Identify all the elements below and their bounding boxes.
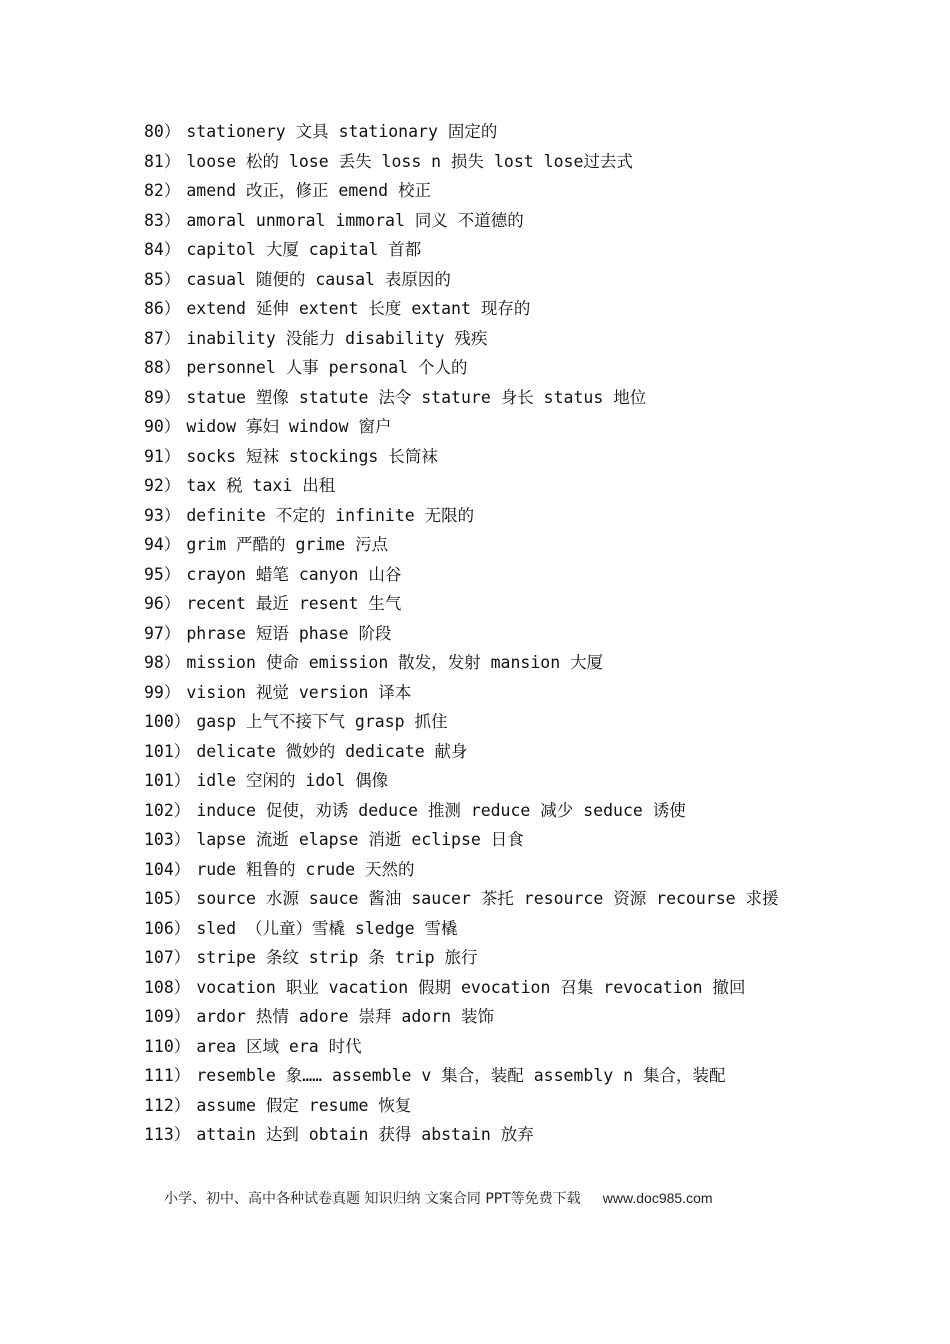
entry-text: delicate 微妙的 dedicate 献身 [196,741,468,761]
list-item [144,442,804,472]
entry-text: capitol 大厦 capital 首都 [186,240,422,259]
entry-number: 108） [144,977,191,997]
entry-number: 101） [144,771,191,790]
entry-text: socks 短袜 stockings 长筒袜 [186,446,438,466]
entry-text: idle 空闲的 idol 偶像 [196,771,389,790]
entry-text: rude 粗鲁的 crude 天然的 [196,859,415,879]
list-item [144,471,804,501]
list-item [144,796,804,826]
entry-text: lapse 流逝 elapse 消逝 eclipse 日食 [196,830,524,849]
entry-text: casual 随便的 causal 表原因的 [186,269,451,289]
entry-number: 90） [144,417,181,436]
entry-text: amend 改正，修正 emend 校正 [186,181,432,200]
entry-text: ardor 热情 adore 崇拜 adorn 装饰 [196,1007,494,1026]
list-item [144,825,804,855]
entry-number: 113） [144,1125,191,1144]
entry-text: grim 严酷的 grime 污点 [186,535,389,554]
entry-number: 110） [144,1036,191,1056]
entry-number: 96） [144,594,181,613]
entry-number: 104） [144,859,191,879]
list-item [144,707,804,737]
list-item [144,294,804,324]
entry-number: 95） [144,564,181,584]
list-item [144,530,804,560]
list-item [144,884,804,914]
entry-text: inability 没能力 disability 残疾 [186,328,488,348]
entry-number: 87） [144,328,181,348]
list-item [144,383,804,413]
entry-number: 81） [144,151,181,171]
list-item [144,324,804,354]
list-item [144,914,804,944]
list-item [144,235,804,265]
list-item [144,1061,804,1091]
list-item [144,1002,804,1032]
entry-number: 98） [144,653,181,672]
entry-number: 89） [144,387,181,407]
entry-text: resemble 象…… assemble v 集合，装配 assembly n 集合，装配 [196,1066,726,1085]
entry-number: 103） [144,830,191,849]
entry-number: 83） [144,210,181,230]
entry-number: 111） [144,1066,191,1085]
entry-text: assume 假定 resume 恢复 [196,1095,412,1115]
entry-text: recent 最近 resent 生气 [186,594,402,613]
entry-text: definite 不定的 infinite 无限的 [186,505,475,525]
entry-text: stripe 条纹 strip 条 trip 旅行 [196,948,478,967]
footer-text: 小学、初中、高中各种试卷真题 知识归纳 文案合同 PPT等免费下载 [164,1191,581,1207]
entry-text: personnel 人事 personal 个人的 [186,358,468,377]
entry-text: sled （儿童）雪橇 sledge 雪橇 [196,918,458,938]
list-item [144,353,804,383]
entry-text: crayon 蜡笔 canyon 山谷 [186,564,402,584]
list-item [144,117,804,147]
entry-number: 93） [144,505,181,525]
list-item [144,766,804,796]
entry-text: attain 达到 obtain 获得 abstain 放弃 [196,1125,534,1144]
entry-number: 86） [144,299,181,318]
entry-number: 85） [144,269,181,289]
entry-number: 109） [144,1007,191,1026]
entry-number: 99） [144,682,181,702]
list-item [144,648,804,678]
entry-number: 97） [144,623,181,643]
entry-text: mission 使命 emission 散发，发射 mansion 大厦 [186,653,604,672]
footer-url: www.doc985.com [602,1190,713,1206]
entry-text: widow 寡妇 window 窗户 [186,417,392,436]
entry-number: 91） [144,446,181,466]
entry-number: 94） [144,535,181,554]
entry-number: 106） [144,918,191,938]
list-item [144,855,804,885]
entry-number: 112） [144,1095,191,1115]
entry-number: 92） [144,476,181,495]
list-item [144,973,804,1003]
entry-text: amoral unmoral immoral 同义 不道德的 [186,210,524,230]
list-item [144,265,804,295]
entry-number: 82） [144,181,181,200]
entry-text: statue 塑像 statute 法令 stature 身长 status 地位 [186,387,647,407]
list-item [144,1120,804,1150]
list-item [144,501,804,531]
list-item [144,589,804,619]
list-item [144,1091,804,1121]
entry-number: 107） [144,948,191,967]
list-item [144,176,804,206]
entry-number: 100） [144,712,191,731]
entry-text: vocation 职业 vacation 假期 evocation 召集 revocation 撤回 [196,977,746,997]
entry-text: area 区域 era 时代 [196,1036,362,1056]
list-item [144,147,804,177]
list-item [144,1032,804,1062]
vocabulary-list [144,117,804,1150]
entry-number: 105） [144,889,191,908]
page-footer [164,1188,804,1208]
entry-text: source 水源 sauce 酱油 saucer 茶托 resource 资源 recourse 求援 [196,889,779,908]
entry-text: tax 税 taxi 出租 [186,476,336,495]
entry-number: 88） [144,358,181,377]
list-item [144,619,804,649]
entry-text: gasp 上气不接下气 grasp 抓住 [196,712,448,731]
entry-number: 102） [144,800,191,820]
list-item [144,737,804,767]
entry-number: 101） [144,741,191,761]
list-item [144,206,804,236]
list-item [144,560,804,590]
entry-number: 84） [144,240,181,259]
entry-text: loose 松的 lose 丢失 loss n 损失 lost lose过去式 [186,151,633,171]
list-item [144,943,804,973]
entry-text: stationery 文具 stationary 固定的 [186,122,498,141]
entry-text: vision 视觉 version 译本 [186,682,412,702]
list-item [144,678,804,708]
entry-text: extend 延伸 extent 长度 extant 现存的 [186,299,531,318]
entry-number: 80） [144,122,181,141]
entry-text: induce 促使，劝诱 deduce 推测 reduce 减少 seduce 诱使 [196,800,686,820]
entry-text: phrase 短语 phase 阶段 [186,623,392,643]
list-item [144,412,804,442]
